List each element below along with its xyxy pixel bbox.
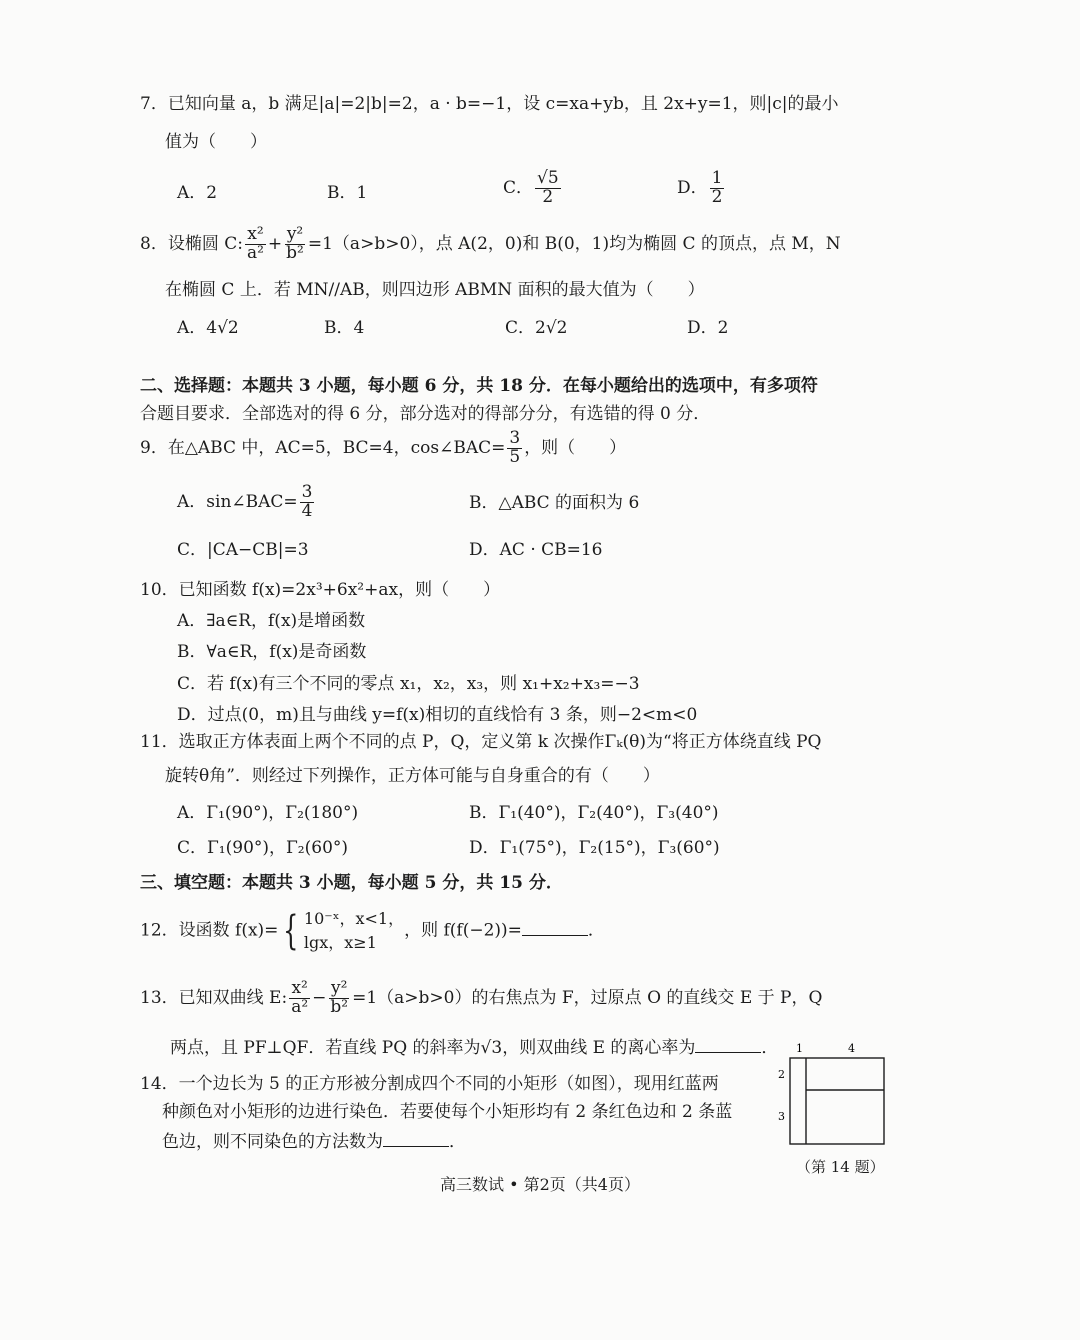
q8-plus: + bbox=[267, 233, 283, 254]
q11-option-d: D．Γ₁(75°)，Γ₂(15°)，Γ₃(60°) bbox=[469, 838, 720, 858]
q11-stem-line1: 11．选取正方体表面上两个不同的点 P，Q，定义第 k 次操作Γₖ(θ)为“将正方体绕直线 PQ bbox=[140, 732, 822, 752]
q9-option-a-label: A．sin∠BAC= bbox=[177, 491, 298, 512]
q13-fraction-x bbox=[289, 980, 310, 1017]
q14-stem-line2: 种颜色对小矩形的边进行染色．若要使每个小矩形均有 2 条红色边和 2 条蓝 bbox=[162, 1102, 733, 1122]
q11-stem-line2: 旋转θ角”．则经过下列操作，正方体可能与自身重合的有（ ） bbox=[165, 766, 660, 786]
q13-prefix: 13．已知双曲线 E: bbox=[140, 987, 288, 1008]
page-footer: 高三数试 • 第2页（共4页） bbox=[440, 1175, 640, 1194]
q13-fraction-y-den: b² bbox=[330, 996, 349, 1017]
q8-option-c: C．2√2 bbox=[505, 318, 568, 338]
q12-case-2: lgx，x≥1 bbox=[303, 933, 377, 952]
q14-figure-label-top-1: 1 bbox=[796, 1042, 803, 1055]
q8-fraction-y-den: b² bbox=[286, 242, 304, 263]
q9-option-b: B．△ABC 的面积为 6 bbox=[469, 493, 640, 513]
q11-option-a: A．Γ₁(90°)，Γ₂(180°) bbox=[177, 803, 359, 823]
q7-option-c-label: C． bbox=[503, 177, 534, 198]
q10-stem: 10．已知函数 f(x)=2x³+6x²+ax，则（ ） bbox=[140, 580, 501, 600]
q10-option-c: C．若 f(x)有三个不同的零点 x₁，x₂，x₃，则 x₁+x₂+x₃=−3 bbox=[177, 674, 640, 694]
q14-answer-blank bbox=[383, 1132, 449, 1147]
q8-stem-line2: 在椭圆 C 上．若 MN//AB，则四边形 ABMN 面积的最大值为（ ） bbox=[165, 280, 705, 300]
q8-suffix: =1（a>b>0），点 A(2，0)和 B(0，1)均为椭圆 C 的顶点，点 M，N bbox=[307, 233, 841, 254]
q8-option-d: D．2 bbox=[687, 318, 729, 338]
q8-stem-line1 bbox=[140, 226, 841, 263]
q9-option-a-fraction bbox=[300, 484, 315, 521]
q12-answer-blank bbox=[522, 921, 588, 936]
q12-case-1: 10⁻ˣ，x<1， bbox=[303, 909, 405, 928]
q7-option-b: B．1 bbox=[327, 183, 368, 203]
section-3-heading: 三、填空题：本题共 3 小题，每小题 5 分，共 15 分． bbox=[140, 873, 563, 893]
q13-fraction-y bbox=[328, 980, 350, 1017]
q12-suffix: ，则 f(f(−2))= bbox=[404, 920, 522, 941]
q8-fraction-y-num: y² bbox=[286, 224, 304, 244]
q10-option-d: D．过点(0，m)且与曲线 y=f(x)相切的直线恰有 3 条，则−2<m<0 bbox=[177, 705, 698, 725]
section-2-heading-line1: 二、选择题：本题共 3 小题，每小题 6 分，共 18 分．在每小题给出的选项中，有多项符 bbox=[140, 376, 818, 396]
q14-stem-line1: 14．一个边长为 5 的正方形被分割成四个不同的小矩形（如图），现用红蓝两 bbox=[140, 1074, 719, 1094]
q12-end: ． bbox=[587, 920, 605, 941]
q7-option-c-denominator: 2 bbox=[542, 186, 554, 207]
q13-stem-line1 bbox=[140, 980, 822, 1017]
q9-option-d: D．AC · CB=16 bbox=[469, 540, 603, 560]
q13-fraction-x-den: a² bbox=[291, 996, 309, 1017]
q13-line2-text: 两点，且 PF⊥QF．若直线 PQ 的斜率为√3，则双曲线 E 的离心率为 bbox=[170, 1038, 696, 1058]
q14-end: ． bbox=[449, 1132, 466, 1152]
q8-option-a: A．4√2 bbox=[177, 318, 239, 338]
q11-option-c: C．Γ₁(90°)，Γ₂(60°) bbox=[177, 838, 349, 858]
q14-figure-caption: （第 14 题） bbox=[796, 1158, 885, 1176]
q8-prefix: 8．设椭圆 C: bbox=[140, 233, 243, 254]
q13-suffix: =1（a>b>0）的右焦点为 F，过原点 O 的直线交 E 于 P，Q bbox=[352, 987, 823, 1008]
q14-figure-label-top-2: 4 bbox=[848, 1042, 855, 1055]
q12-brace: { bbox=[283, 908, 299, 954]
q11-option-b: B．Γ₁(40°)，Γ₂(40°)，Γ₃(40°) bbox=[469, 803, 719, 823]
q9-fraction bbox=[507, 430, 522, 467]
q7-stem-line1: 7．已知向量 a，b 满足|a|=2|b|=2，a · b=−1，设 c=xa+yb，且 2x+y=1，则|c|的最小 bbox=[140, 94, 839, 114]
q14-figure-outer-square bbox=[790, 1058, 884, 1144]
q7-stem-line2: 值为（ ） bbox=[165, 132, 267, 152]
q14-figure-label-left-2: 3 bbox=[778, 1110, 785, 1123]
q8-fraction-x-den: a² bbox=[246, 242, 264, 263]
q9-option-c: C．|CA−CB|=3 bbox=[177, 540, 309, 560]
q13-fraction-x-num: x² bbox=[291, 978, 308, 998]
section-2-heading-line2: 合题目要求．全部选对的得 6 分，部分选对的得部分分，有选错的得 0 分． bbox=[140, 404, 711, 424]
q12-prefix: 12．设函数 f(x)= bbox=[140, 920, 279, 941]
q10-option-a: A．∃a∈R，f(x)是增函数 bbox=[177, 611, 366, 631]
q9-stem bbox=[140, 430, 626, 467]
q8-fraction-x-num: x² bbox=[247, 224, 264, 244]
q7-option-c bbox=[503, 170, 563, 207]
q13-fraction-y-num: y² bbox=[331, 978, 348, 998]
q12-stem bbox=[140, 907, 605, 955]
q14-line3-text: 色边，则不同染色的方法数为 bbox=[162, 1132, 383, 1152]
q7-option-a: A．2 bbox=[177, 183, 218, 203]
q7-option-d bbox=[677, 170, 726, 207]
q7-option-c-fraction bbox=[535, 170, 561, 207]
q10-option-b: B．∀a∈R，f(x)是奇函数 bbox=[177, 642, 367, 662]
q14-figure-label-left-1: 2 bbox=[778, 1068, 785, 1081]
q13-stem-line2 bbox=[170, 1038, 778, 1057]
q9-prefix: 9．在△ABC 中，AC=5，BC=4，cos∠BAC= bbox=[140, 437, 506, 458]
q13-minus: − bbox=[312, 987, 327, 1008]
q7-option-d-denominator: 2 bbox=[711, 186, 723, 207]
q7-option-d-fraction bbox=[710, 170, 725, 207]
q9-option-a-num: 3 bbox=[301, 482, 313, 502]
q9-fraction-den: 5 bbox=[509, 446, 521, 467]
q9-option-a-den: 4 bbox=[301, 500, 313, 521]
q7-option-d-label: D． bbox=[677, 177, 708, 198]
q9-suffix: ，则（ ） bbox=[524, 437, 627, 458]
q8-option-b: B．4 bbox=[324, 318, 365, 338]
q13-end: ． bbox=[761, 1038, 779, 1058]
q12-cases bbox=[304, 907, 404, 955]
q8-fraction-x bbox=[245, 226, 266, 263]
q13-answer-blank bbox=[695, 1038, 761, 1053]
q8-fraction-y bbox=[284, 226, 306, 263]
q7-option-d-numerator: 1 bbox=[711, 168, 723, 188]
q9-fraction-num: 3 bbox=[509, 428, 521, 448]
q14-stem-line3 bbox=[162, 1132, 466, 1151]
q7-option-c-numerator: √5 bbox=[537, 168, 559, 188]
q9-option-a bbox=[177, 484, 316, 521]
